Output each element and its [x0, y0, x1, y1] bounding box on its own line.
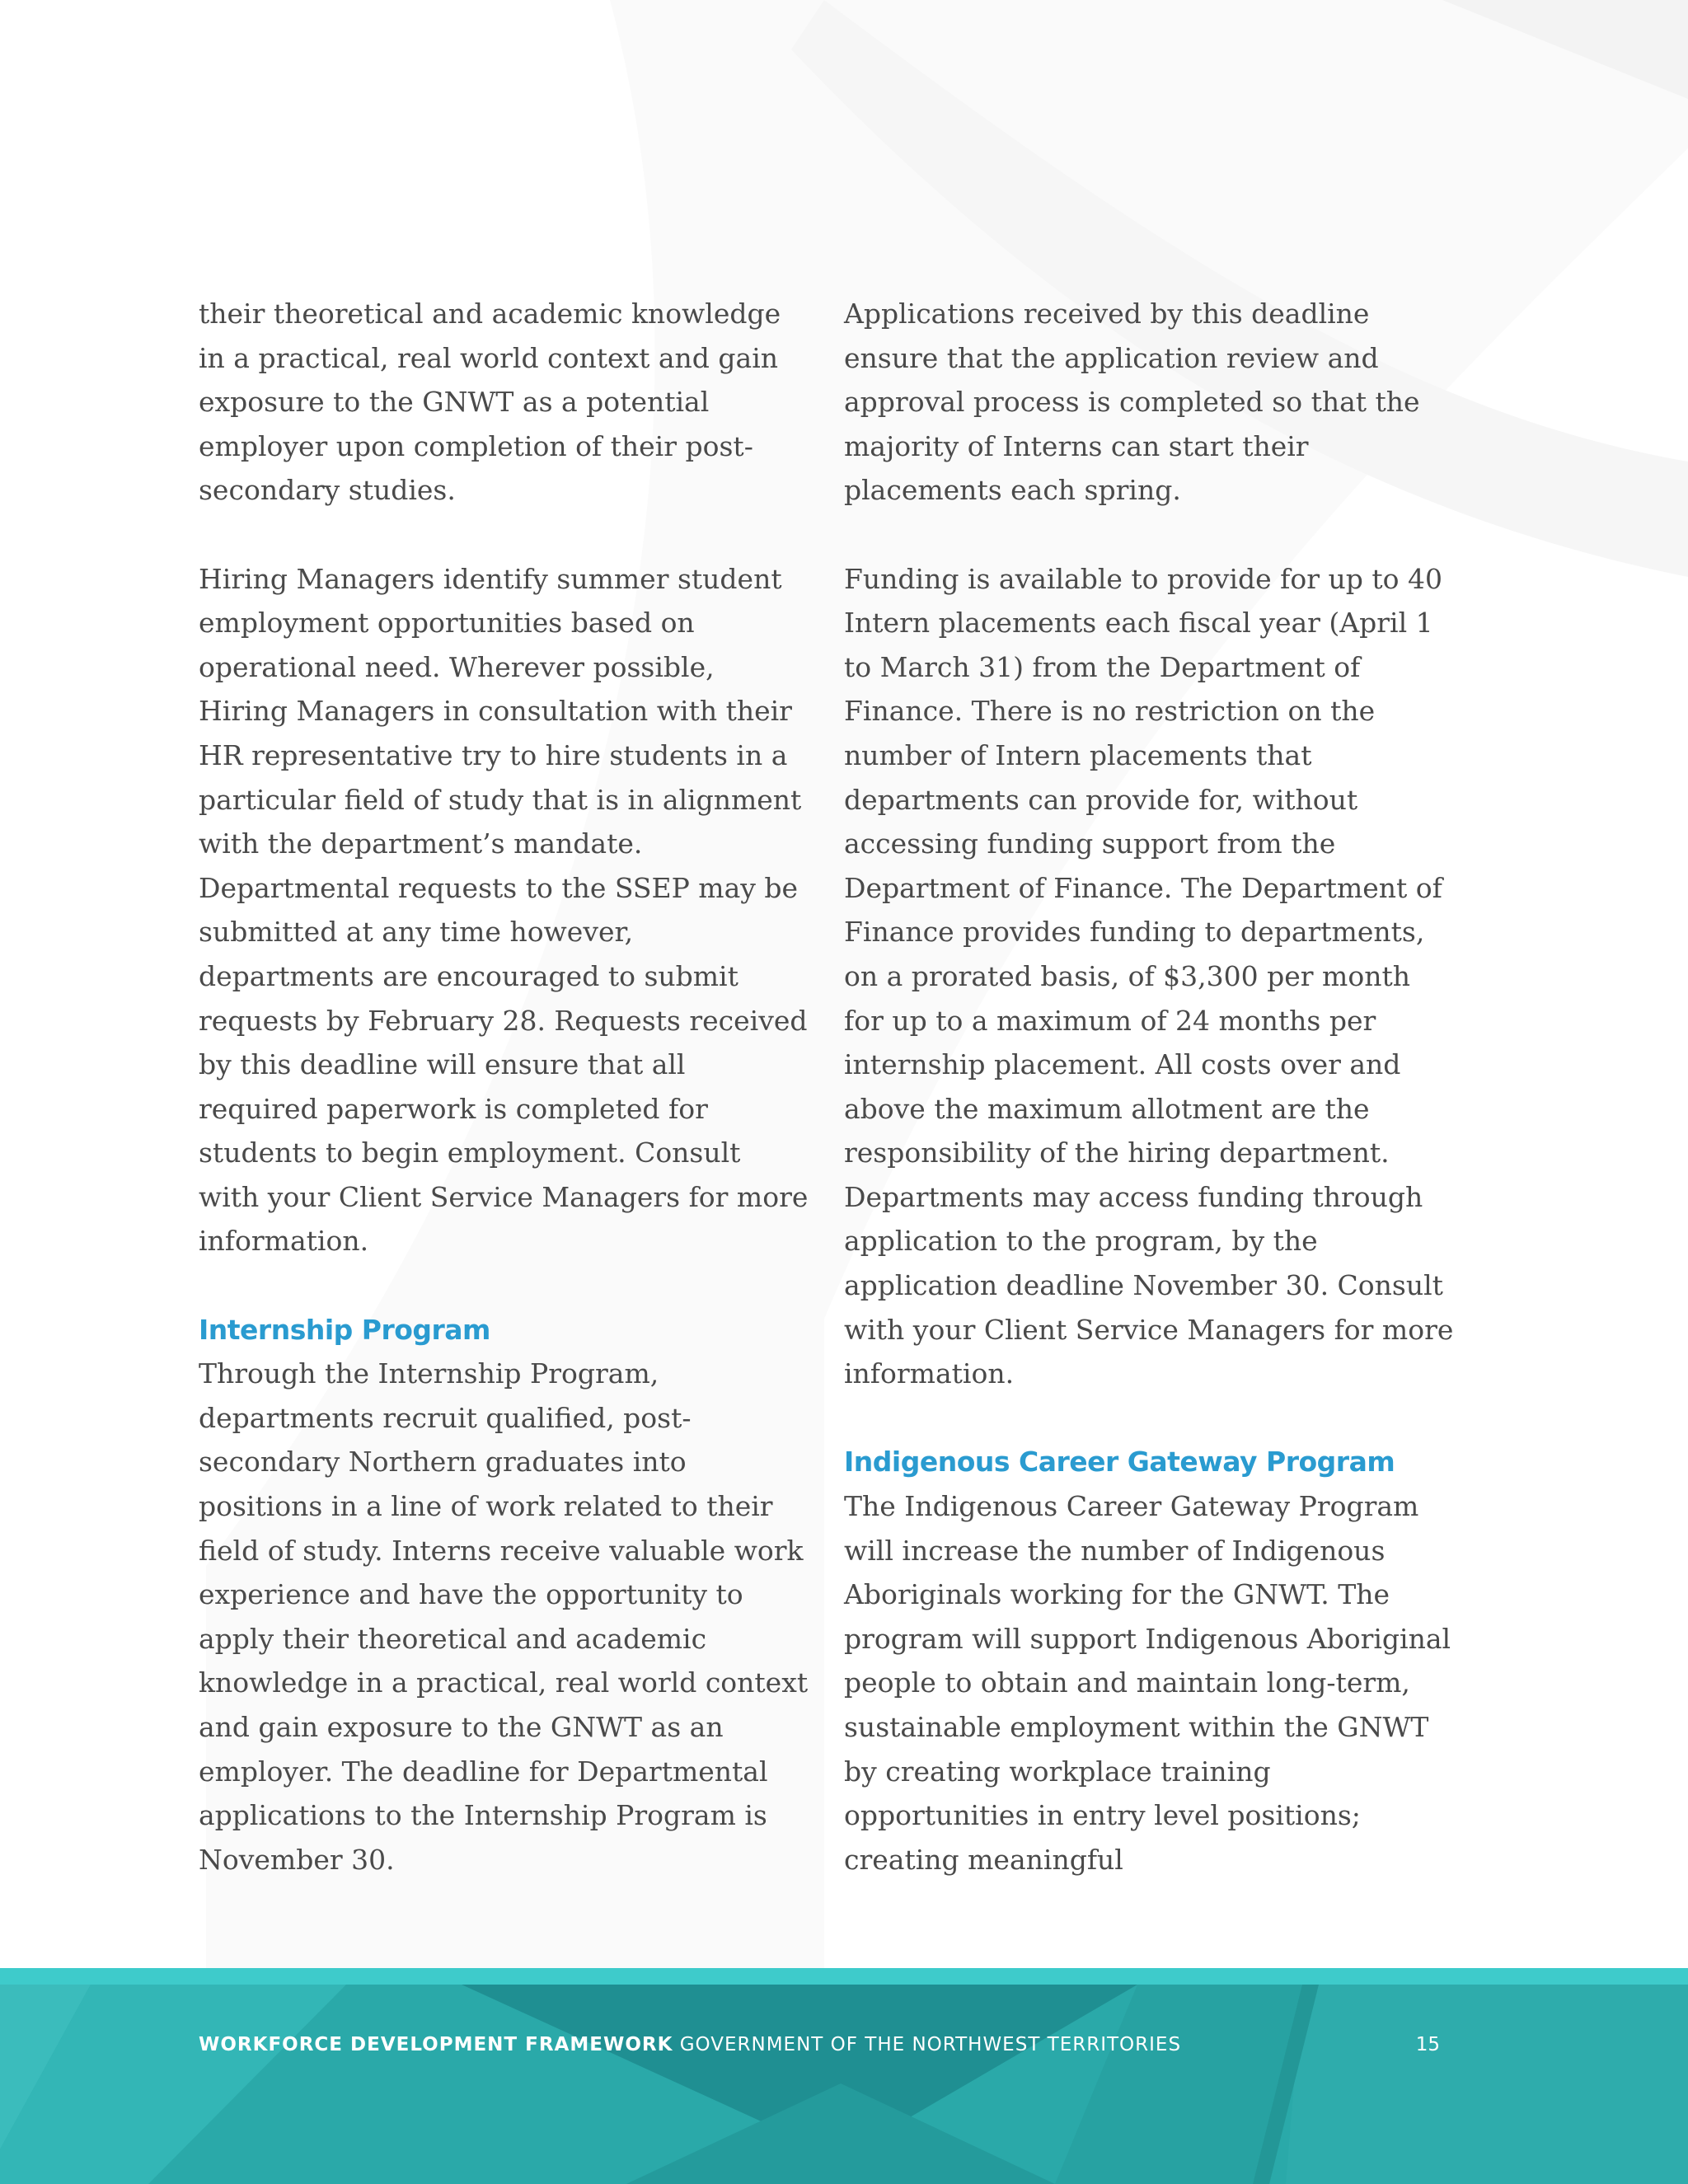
right-column — [844, 292, 1454, 1926]
left-paragraph-2: Hiring Managers identify summer student employment opportunities based on operational need. Wherever possible, Hiring Managers in consultation with their HR representative try to hire students in a particular field of study that is in alignment with the department’s mandate. Departmental requests to the SSEP may be submitted at any time however, departments are encouraged to submit requests by February 28. Requests received by this deadline will ensure that all required paperwork is completed for students to begin employment. Consult with your Client Service Managers for more information. — [199, 562, 809, 1258]
internship-program-heading: Internship Program — [199, 1313, 490, 1346]
internship-program-paragraph: Through the Internship Program, departments recruit qualified, post-secondary Northern graduates into positions in a line of work related to their field of study. Interns receive valuable work experience and have the opportunity to apply their theoretical and academic knowledge in a practical, real world context and gain exposure to the GNWT as an employer. The deadline for Departmental applications to the Internship Program is November 30. — [199, 1357, 809, 1876]
left-column — [199, 292, 809, 1926]
footer-accent-band — [0, 1968, 1688, 1985]
indigenous-career-gateway-heading: Indigenous Career Gateway Program — [844, 1446, 1395, 1479]
right-paragraph-2: Funding is available to provide for up to 40 Intern placements each fiscal year (April 1 to March 31) from the Department of Finance. There is no restriction on the number of Intern placements that departments can provide for, without accessing funding support from the Department of Finance. The Department of Finance provides funding to departments, on a prorated basis, of $3,300 per month for up to a maximum of 24 months per internship placement. All costs over and above the maximum allotment are the responsibility of the hiring department. Departments may access funding through application to the program, by the application deadline November 30. Consult with your Client Service Managers for more information. — [844, 562, 1454, 1390]
left-paragraph-1: their theoretical and academic knowledge in a practical, real world context and gain exposure to the GNWT as a potential employer upon completion of their post-secondary studies. — [199, 298, 781, 507]
footer-title-bold: WORKFORCE DEVELOPMENT FRAMEWORK — [199, 2034, 673, 2055]
footer-background — [0, 1985, 1688, 2184]
indigenous-career-gateway-paragraph: The Indigenous Career Gateway Program will increase the number of Indigenous Aboriginals working for the GNWT. The program will support Indigenous Aboriginal people to obtain and maintain long-term, sustainable employment within the GNWT by creating workplace training opportunities in entry level positions; creating meaningful — [844, 1490, 1451, 1876]
page-number: 15 — [1415, 2034, 1440, 2055]
page-footer — [0, 1968, 1688, 2184]
footer-title-rest: GOVERNMENT OF THE NORTHWEST TERRITORIES — [679, 2034, 1182, 2055]
footer-document-title — [199, 2034, 1181, 2055]
right-paragraph-1: Applications received by this deadline ensure that the application review and approval process is completed so that the majority of Interns can start their placements each spring. — [844, 298, 1420, 507]
